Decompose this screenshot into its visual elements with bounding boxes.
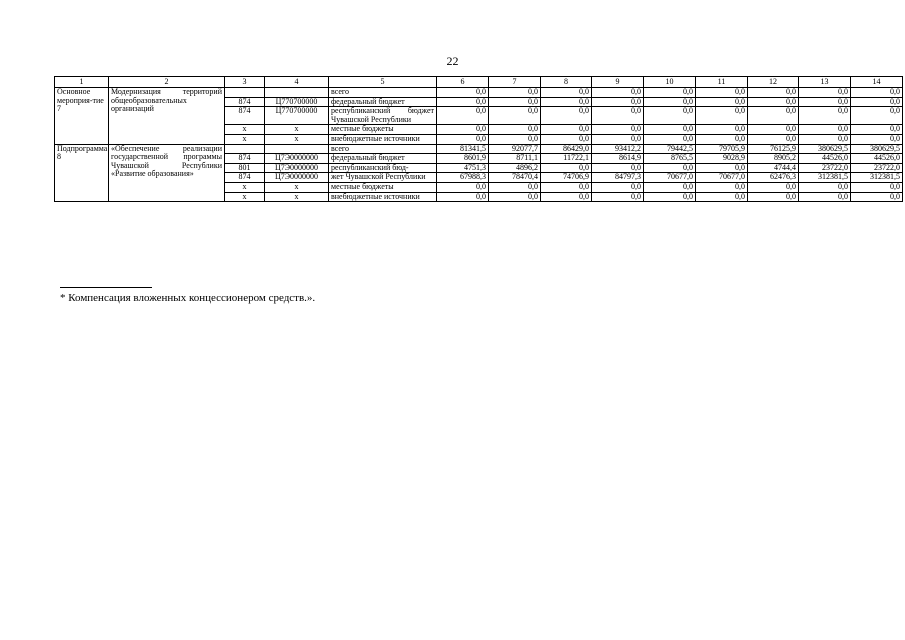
budget-classification-code [265, 88, 329, 98]
value-cell: 0,0 [748, 88, 799, 98]
responsible-code: 874 [225, 97, 265, 107]
table-row [55, 88, 903, 98]
value-cell: 0,0 [489, 134, 541, 144]
value-cell: 0,0 [748, 107, 799, 125]
column-number-14: 14 [851, 77, 903, 88]
funding-source: внебюджетные источники [329, 134, 437, 144]
column-number-12: 12 [748, 77, 799, 88]
value-cell: 0,0 [541, 192, 592, 202]
value-cell: 0,0 [489, 88, 541, 98]
value-cell: 84797,3 [592, 173, 644, 183]
value-cell: 0,0 [644, 163, 696, 173]
value-cell: 0,0 [541, 125, 592, 135]
value-cell: 0,0 [437, 182, 489, 192]
value-cell: 0,0 [489, 97, 541, 107]
value-cell: 0,0 [541, 134, 592, 144]
page-number: 22 [446, 54, 459, 68]
table-row [55, 144, 903, 154]
value-cell: 44526,0 [851, 154, 903, 164]
value-cell: 11722,1 [541, 154, 592, 164]
value-cell: 0,0 [592, 97, 644, 107]
value-cell: 0,0 [851, 107, 903, 125]
value-cell: 0,0 [799, 125, 851, 135]
footnote: * Компенсация вложенных концессионером средств.». [60, 292, 316, 304]
value-cell: 8765,5 [644, 154, 696, 164]
funding-source: местные бюджеты [329, 125, 437, 135]
budget-classification-code: Ц770700000 [265, 107, 329, 125]
value-cell: 8614,9 [592, 154, 644, 164]
value-cell: 70677,0 [644, 173, 696, 183]
value-cell: 23722,0 [851, 163, 903, 173]
value-cell: 0,0 [696, 192, 748, 202]
value-cell: 312381,5 [799, 173, 851, 183]
value-cell: 0,0 [799, 134, 851, 144]
value-cell: 380629,5 [851, 144, 903, 154]
value-cell: 0,0 [644, 125, 696, 135]
value-cell: 0,0 [851, 182, 903, 192]
responsible-code: х [225, 182, 265, 192]
program-description: «Обеспечение реализации государственной программы Чувашской Республики «Развитие образования» [109, 144, 225, 202]
funding-source: всего [329, 144, 437, 154]
value-cell: 0,0 [696, 88, 748, 98]
value-cell: 0,0 [644, 192, 696, 202]
value-cell: 79442,5 [644, 144, 696, 154]
column-number-2: 2 [109, 77, 225, 88]
responsible-code: 874 [225, 107, 265, 125]
value-cell: 0,0 [592, 134, 644, 144]
funding-source: местные бюджеты [329, 182, 437, 192]
value-cell: 62476,3 [748, 173, 799, 183]
value-cell: 0,0 [541, 97, 592, 107]
funding-source: всего [329, 88, 437, 98]
value-cell: 0,0 [696, 134, 748, 144]
responsible-code: 874 [225, 173, 265, 183]
responsible-code [225, 88, 265, 98]
column-number-6: 6 [437, 77, 489, 88]
value-cell: 0,0 [644, 134, 696, 144]
value-cell: 0,0 [592, 192, 644, 202]
column-number-4: 4 [265, 77, 329, 88]
value-cell: 0,0 [644, 88, 696, 98]
value-cell: 0,0 [696, 97, 748, 107]
value-cell: 0,0 [541, 107, 592, 125]
value-cell: 0,0 [748, 97, 799, 107]
value-cell: 0,0 [851, 134, 903, 144]
value-cell: 93412,2 [592, 144, 644, 154]
value-cell: 0,0 [748, 134, 799, 144]
column-number-13: 13 [799, 77, 851, 88]
header-row [55, 77, 903, 88]
program-name: Подпрограмма 8 [55, 144, 109, 202]
value-cell: 0,0 [696, 125, 748, 135]
value-cell: 0,0 [437, 125, 489, 135]
value-cell: 23722,0 [799, 163, 851, 173]
value-cell: 0,0 [851, 97, 903, 107]
column-number-3: 3 [225, 77, 265, 88]
value-cell: 0,0 [748, 125, 799, 135]
value-cell: 0,0 [644, 97, 696, 107]
value-cell: 0,0 [644, 182, 696, 192]
value-cell: 78470,4 [489, 173, 541, 183]
budget-classification-code: х [265, 192, 329, 202]
value-cell: 0,0 [696, 163, 748, 173]
value-cell: 0,0 [592, 182, 644, 192]
value-cell: 8905,2 [748, 154, 799, 164]
value-cell: 0,0 [799, 107, 851, 125]
value-cell: 8711,1 [489, 154, 541, 164]
value-cell: 0,0 [489, 182, 541, 192]
value-cell: 0,0 [799, 182, 851, 192]
responsible-code: х [225, 192, 265, 202]
value-cell: 0,0 [592, 163, 644, 173]
responsible-code: 801 [225, 163, 265, 173]
column-number-11: 11 [696, 77, 748, 88]
value-cell: 67988,3 [437, 173, 489, 183]
budget-classification-code: Ц7Э0000000 [265, 154, 329, 164]
value-cell: 0,0 [799, 192, 851, 202]
value-cell: 4896,2 [489, 163, 541, 173]
value-cell: 0,0 [696, 107, 748, 125]
column-number-8: 8 [541, 77, 592, 88]
funding-source: федеральный бюджет [329, 154, 437, 164]
funding-source: республиканский бюд- [329, 163, 437, 173]
program-name: Основное мероприя-тие 7 [55, 88, 109, 145]
budget-table [54, 76, 903, 202]
budget-classification-code: х [265, 134, 329, 144]
value-cell: 8601,9 [437, 154, 489, 164]
value-cell: 0,0 [437, 97, 489, 107]
budget-classification-code: Ц7Э0000000 [265, 163, 329, 173]
value-cell: 4744,4 [748, 163, 799, 173]
funding-source: внебюджетные источники [329, 192, 437, 202]
value-cell: 81341,5 [437, 144, 489, 154]
value-cell: 0,0 [489, 107, 541, 125]
value-cell: 0,0 [748, 182, 799, 192]
budget-classification-code: х [265, 182, 329, 192]
value-cell: 0,0 [799, 88, 851, 98]
budget-classification-code: Ц7Э0000000 [265, 173, 329, 183]
value-cell: 0,0 [437, 192, 489, 202]
value-cell: 0,0 [437, 134, 489, 144]
responsible-code [225, 144, 265, 154]
column-number-10: 10 [644, 77, 696, 88]
value-cell: 0,0 [489, 125, 541, 135]
budget-classification-code: Ц770700000 [265, 97, 329, 107]
column-number-1: 1 [55, 77, 109, 88]
value-cell: 0,0 [748, 192, 799, 202]
responsible-code: 874 [225, 154, 265, 164]
value-cell: 44526,0 [799, 154, 851, 164]
budget-classification-code: х [265, 125, 329, 135]
value-cell: 0,0 [437, 107, 489, 125]
value-cell: 0,0 [489, 192, 541, 202]
funding-source: жет Чувашской Республики [329, 173, 437, 183]
value-cell: 74706,9 [541, 173, 592, 183]
value-cell: 0,0 [437, 88, 489, 98]
value-cell: 312381,5 [851, 173, 903, 183]
responsible-code: х [225, 134, 265, 144]
value-cell: 0,0 [592, 107, 644, 125]
value-cell: 79705,9 [696, 144, 748, 154]
responsible-code: х [225, 125, 265, 135]
value-cell: 0,0 [541, 182, 592, 192]
value-cell: 380629,5 [799, 144, 851, 154]
budget-table-body [55, 77, 903, 202]
footnote-divider [60, 287, 152, 288]
value-cell: 92077,7 [489, 144, 541, 154]
value-cell: 0,0 [851, 88, 903, 98]
value-cell: 76125,9 [748, 144, 799, 154]
column-number-9: 9 [592, 77, 644, 88]
value-cell: 86429,0 [541, 144, 592, 154]
column-number-7: 7 [489, 77, 541, 88]
value-cell: 0,0 [644, 107, 696, 125]
value-cell: 0,0 [592, 125, 644, 135]
funding-source: республиканский бюджет Чувашской Республики [329, 107, 437, 125]
value-cell: 70677,0 [696, 173, 748, 183]
value-cell: 0,0 [541, 163, 592, 173]
column-number-5: 5 [329, 77, 437, 88]
program-description: Модернизация территорий общеобразовательных организаций [109, 88, 225, 145]
value-cell: 4751,3 [437, 163, 489, 173]
budget-classification-code [265, 144, 329, 154]
value-cell: 0,0 [851, 125, 903, 135]
value-cell: 0,0 [696, 182, 748, 192]
value-cell: 0,0 [541, 88, 592, 98]
value-cell: 0,0 [592, 88, 644, 98]
value-cell: 0,0 [799, 97, 851, 107]
funding-source: федеральный бюджет [329, 97, 437, 107]
value-cell: 0,0 [851, 192, 903, 202]
value-cell: 9028,9 [696, 154, 748, 164]
